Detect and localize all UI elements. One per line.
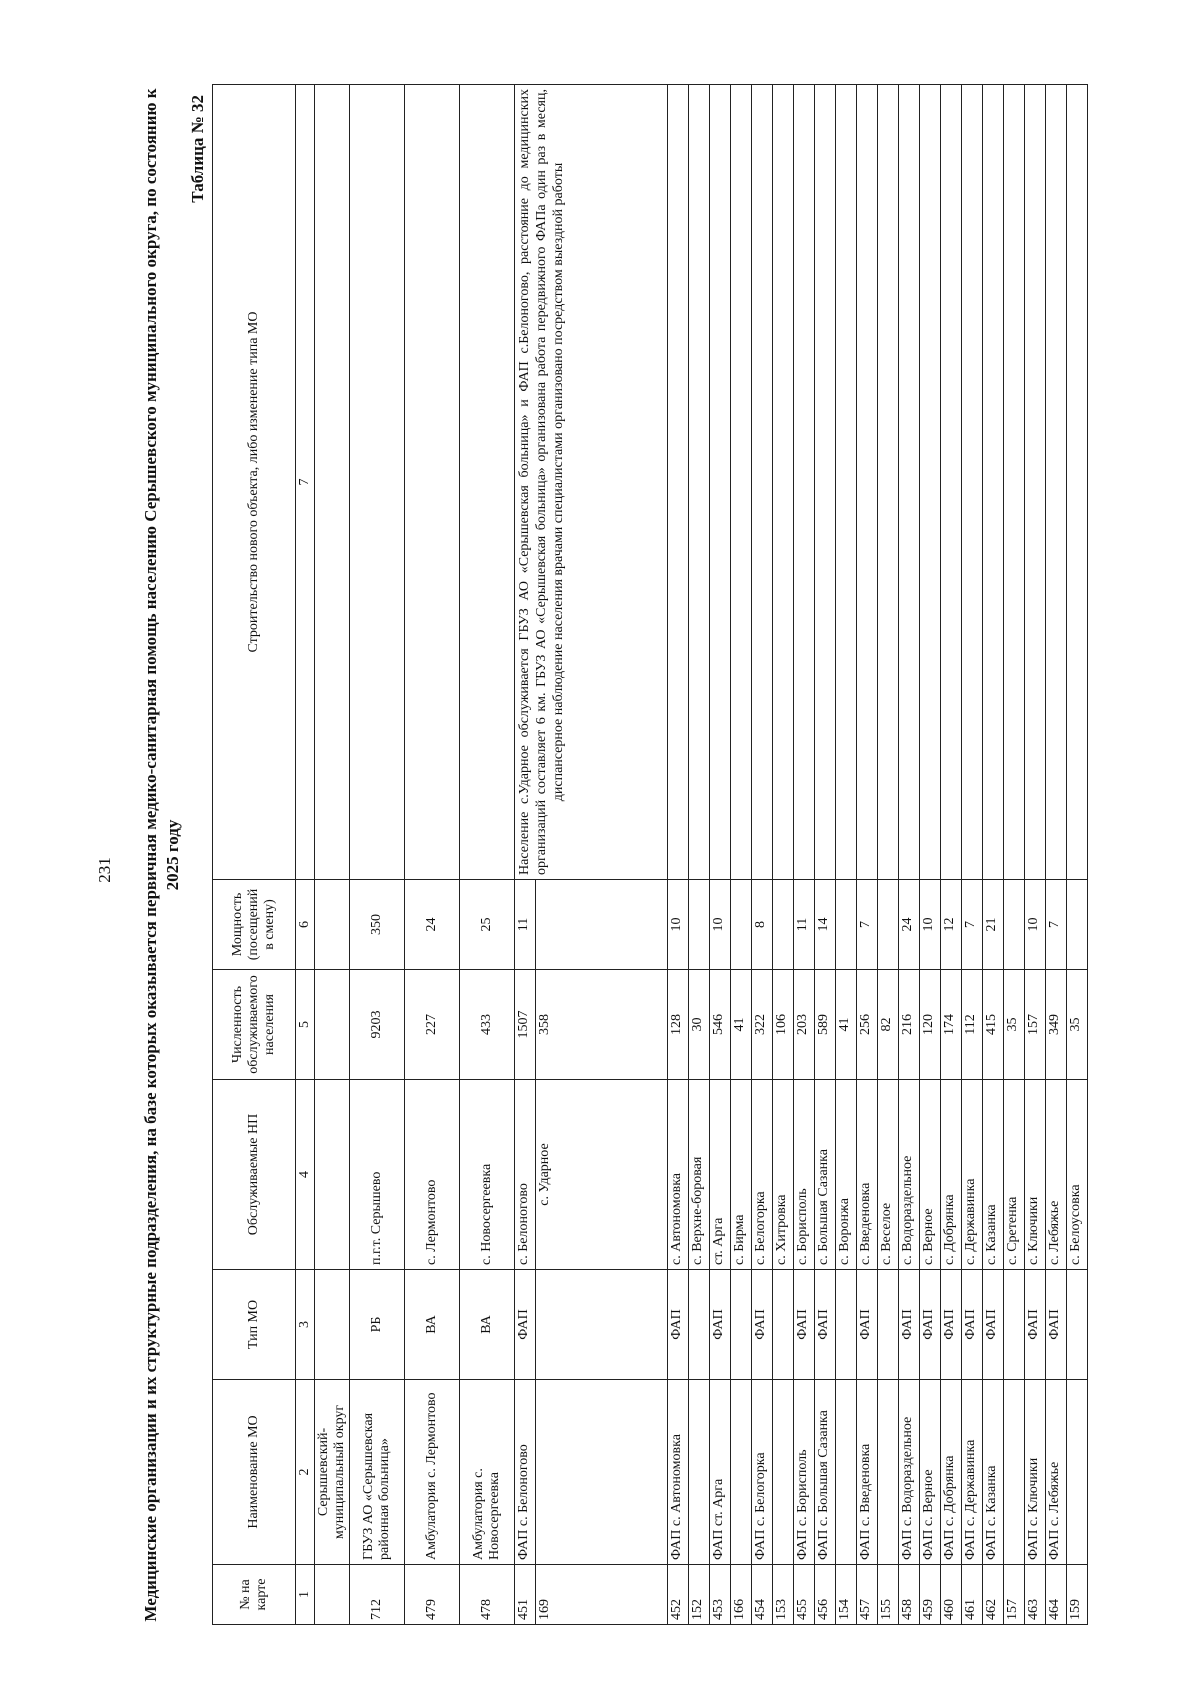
capacity: 10 — [920, 880, 941, 970]
map-number: 478 — [460, 1565, 515, 1625]
map-number: 479 — [405, 1565, 460, 1625]
population: 203 — [794, 970, 815, 1080]
table-row — [710, 85, 731, 1625]
map-number: 454 — [752, 1565, 773, 1625]
mo-type: ФАП — [920, 1270, 941, 1380]
served-settlement: с. Борисполь — [794, 1080, 815, 1270]
table-row — [815, 85, 836, 1625]
column-number: 3 — [296, 1270, 315, 1380]
mo-type: РБ — [350, 1270, 405, 1380]
mo-type: ФАП — [1025, 1270, 1046, 1380]
map-number: 462 — [983, 1565, 1004, 1625]
map-number: 157 — [1004, 1565, 1025, 1625]
served-settlement: с. Добрянка — [941, 1080, 962, 1270]
population: 35 — [1004, 970, 1025, 1080]
served-settlement: с. Хитровка — [773, 1080, 794, 1270]
mo-name: ГБУЗ АО «Серышевская районная больница» — [350, 1380, 405, 1565]
map-number: 459 — [920, 1565, 941, 1625]
mo-type: ФАП — [983, 1270, 1004, 1380]
population: 128 — [668, 970, 689, 1080]
capacity: 14 — [815, 880, 836, 970]
capacity — [1004, 880, 1025, 970]
population: 433 — [460, 970, 515, 1080]
capacity: 7 — [1046, 880, 1067, 970]
column-number: 5 — [296, 970, 315, 1080]
mo-type: ФАП — [1046, 1270, 1067, 1380]
mo-type: ФАП — [857, 1270, 878, 1380]
population: 30 — [689, 970, 710, 1080]
map-number: 452 — [668, 1565, 689, 1625]
population: 112 — [962, 970, 983, 1080]
served-settlement: с. Воронжа — [836, 1080, 857, 1270]
map-number: 155 — [878, 1565, 899, 1625]
capacity — [773, 880, 794, 970]
mo-name: Амбулатория с. Новосергеевка — [460, 1380, 515, 1565]
table-row — [983, 85, 1004, 1625]
table-row — [857, 85, 878, 1625]
capacity: 24 — [899, 880, 920, 970]
map-number: 712 — [350, 1565, 405, 1625]
capacity: 11 — [515, 880, 536, 970]
mo-type: ФАП — [794, 1270, 815, 1380]
capacity: 12 — [941, 880, 962, 970]
served-settlement: с. Казанка — [983, 1080, 1004, 1270]
capacity: 7 — [857, 880, 878, 970]
mo-type — [731, 1270, 752, 1380]
mo-name — [731, 1380, 752, 1565]
mo-name — [878, 1380, 899, 1565]
served-settlement: с. Автономовка — [668, 1080, 689, 1270]
capacity: 11 — [794, 880, 815, 970]
population: 216 — [899, 970, 920, 1080]
note-cell: Население с.Ударное обслуживается ГБУЗ АО «Серышевская больница» и ФАП с.Белоногово, расстояние до медицинских организаций составляет 6 км. ГБУЗ АО «Серышевская больница» организована работа передвижного ФАПа один раз в месяц, диспансерное наблюдение населения врачами специалистами организовано посредством выездной работы — [515, 85, 668, 880]
population: 35 — [1067, 970, 1088, 1080]
mo-type — [1067, 1270, 1088, 1380]
map-number: 458 — [899, 1565, 920, 1625]
map-number: 463 — [1025, 1565, 1046, 1625]
served-settlement: п.г.т. Серышево — [350, 1080, 405, 1270]
mo-name: ФАП с. Державинка — [962, 1380, 983, 1565]
district-name: Серышевский-муниципальный округ — [315, 1380, 350, 1565]
mo-type — [1004, 1270, 1025, 1380]
served-settlement: с. Верное — [920, 1080, 941, 1270]
column-number: 4 — [296, 1080, 315, 1270]
capacity: 350 — [350, 880, 405, 970]
population: 415 — [983, 970, 1004, 1080]
mo-type — [689, 1270, 710, 1380]
mo-type: ВА — [460, 1270, 515, 1380]
page-title: Медицинские организации и их структурные подразделения, на базе которых оказывается первичная медико-санитарная помощь населению Серышевского муниципального округа, по состоянию к 2025 году — [141, 88, 182, 1622]
map-number: 455 — [794, 1565, 815, 1625]
capacity — [1067, 880, 1088, 970]
map-number: 456 — [815, 1565, 836, 1625]
served-settlement: с. Белоногово — [515, 1080, 536, 1270]
table-row — [731, 85, 752, 1625]
population: 227 — [405, 970, 460, 1080]
column-header: Мощность (посещений в смену) — [213, 880, 296, 970]
map-number: 461 — [962, 1565, 983, 1625]
map-number: 169 — [536, 1565, 668, 1625]
column-number: 7 — [296, 85, 315, 880]
column-header: Обслуживаемые НП — [213, 1080, 296, 1270]
served-settlement: с. Сретенка — [1004, 1080, 1025, 1270]
table-row — [773, 85, 794, 1625]
table-row — [1025, 85, 1046, 1625]
mo-type: ФАП — [668, 1270, 689, 1380]
served-settlement: с. Введеновка — [857, 1080, 878, 1270]
table-row — [878, 85, 899, 1625]
table-row — [405, 85, 460, 1625]
map-number: 460 — [941, 1565, 962, 1625]
map-number: 453 — [710, 1565, 731, 1625]
mo-type: ФАП — [941, 1270, 962, 1380]
mo-name: ФАП с. Введеновка — [857, 1380, 878, 1565]
mo-name — [1004, 1380, 1025, 1565]
mo-name: ФАП с. Белогорка — [752, 1380, 773, 1565]
capacity: 10 — [710, 880, 731, 970]
mo-name: ФАП с. Автономовка — [668, 1380, 689, 1565]
map-number: 166 — [731, 1565, 752, 1625]
table-row — [1004, 85, 1025, 1625]
served-settlement: с. Большая Сазанка — [815, 1080, 836, 1270]
population: 120 — [920, 970, 941, 1080]
population: 256 — [857, 970, 878, 1080]
map-number: 457 — [857, 1565, 878, 1625]
map-number: 152 — [689, 1565, 710, 1625]
mo-type — [836, 1270, 857, 1380]
capacity — [689, 880, 710, 970]
column-number: 6 — [296, 880, 315, 970]
mo-type: ВА — [405, 1270, 460, 1380]
mo-type: ФАП — [899, 1270, 920, 1380]
served-settlement: с. Бирма — [731, 1080, 752, 1270]
column-number: 1 — [296, 1565, 315, 1625]
map-number: 153 — [773, 1565, 794, 1625]
capacity: 10 — [1025, 880, 1046, 970]
medical-organizations-table — [212, 84, 1088, 1625]
mo-type: ФАП — [815, 1270, 836, 1380]
district-row — [315, 85, 350, 1625]
header-row — [213, 85, 296, 1625]
map-number: 451 — [515, 1565, 536, 1625]
mo-type — [773, 1270, 794, 1380]
mo-name: ФАП с. Верное — [920, 1380, 941, 1565]
mo-name — [773, 1380, 794, 1565]
mo-type: ФАП — [962, 1270, 983, 1380]
served-settlement: с. Лебяжье — [1046, 1080, 1067, 1270]
table-label: Таблица № 32 — [188, 95, 207, 203]
column-header: Строительство нового объекта, либо изменение типа МО — [213, 85, 296, 880]
mo-name — [836, 1380, 857, 1565]
population: 41 — [731, 970, 752, 1080]
table-row — [836, 85, 857, 1625]
table-row — [350, 85, 405, 1625]
column-header: Численность обслуживаемого населения — [213, 970, 296, 1080]
column-header: Наименование МО — [213, 1380, 296, 1565]
table-row — [962, 85, 983, 1625]
table-row — [899, 85, 920, 1625]
capacity: 10 — [668, 880, 689, 970]
served-settlement: с. Новосергеевка — [460, 1080, 515, 1270]
served-settlement: с. Веселое — [878, 1080, 899, 1270]
mo-name: ФАП ст. Арга — [710, 1380, 731, 1565]
capacity: 7 — [962, 880, 983, 970]
table-row — [794, 85, 815, 1625]
population: 9203 — [350, 970, 405, 1080]
mo-name: ФАП с. Лебяжье — [1046, 1380, 1067, 1565]
table-row — [460, 85, 515, 1625]
table-row — [515, 85, 536, 1625]
mo-name — [1067, 1380, 1088, 1565]
capacity: 8 — [752, 880, 773, 970]
table-row — [668, 85, 689, 1625]
served-settlement: с. Лермонтово — [405, 1080, 460, 1270]
mo-name: ФАП с. Большая Сазанка — [815, 1380, 836, 1565]
map-number: 154 — [836, 1565, 857, 1625]
mo-name: Амбулатория с. Лермонтово — [405, 1380, 460, 1565]
served-settlement: с. Белогорка — [752, 1080, 773, 1270]
column-number: 2 — [296, 1380, 315, 1565]
capacity — [878, 880, 899, 970]
population: 174 — [941, 970, 962, 1080]
served-settlement: с. Верхне-боровая — [689, 1080, 710, 1270]
mo-type: ФАП — [515, 1270, 536, 1380]
population: 322 — [752, 970, 773, 1080]
served-settlement: с. Державинка — [962, 1080, 983, 1270]
mo-name — [689, 1380, 710, 1565]
map-number: 464 — [1046, 1565, 1067, 1625]
population: 1507 — [515, 970, 536, 1080]
page-number: 231 — [95, 857, 114, 883]
population: 349 — [1046, 970, 1067, 1080]
mo-name: ФАП с. Борисполь — [794, 1380, 815, 1565]
table-row — [1046, 85, 1067, 1625]
column-number-row — [296, 85, 315, 1625]
served-settlement: с. Белоусовка — [1067, 1080, 1088, 1270]
mo-name: ФАП с. Казанка — [983, 1380, 1004, 1565]
mo-name: ФАП с. Водораздельное — [899, 1380, 920, 1565]
table-row — [752, 85, 773, 1625]
capacity — [836, 880, 857, 970]
mo-type: ФАП — [752, 1270, 773, 1380]
population: 358 — [536, 970, 668, 1080]
served-settlement: с. Ключики — [1025, 1080, 1046, 1270]
served-settlement: с. Ударное — [536, 1080, 668, 1270]
capacity: 21 — [983, 880, 1004, 970]
rotated-page-content — [140, 85, 1100, 1625]
table-row — [941, 85, 962, 1625]
capacity: 25 — [460, 880, 515, 970]
column-header: Тип МО — [213, 1270, 296, 1380]
population: 589 — [815, 970, 836, 1080]
population: 546 — [710, 970, 731, 1080]
mo-type: ФАП — [710, 1270, 731, 1380]
population: 157 — [1025, 970, 1046, 1080]
table-row — [1067, 85, 1088, 1625]
capacity: 24 — [405, 880, 460, 970]
mo-name: ФАП с. Добрянка — [941, 1380, 962, 1565]
column-header: № на карте — [213, 1565, 296, 1625]
served-settlement: ст. Арга — [710, 1080, 731, 1270]
served-settlement: с. Водораздельное — [899, 1080, 920, 1270]
population: 41 — [836, 970, 857, 1080]
population: 106 — [773, 970, 794, 1080]
capacity — [731, 880, 752, 970]
population: 82 — [878, 970, 899, 1080]
map-number: 159 — [1067, 1565, 1088, 1625]
mo-name: ФАП с. Ключики — [1025, 1380, 1046, 1565]
mo-name: ФАП с. Белоногово — [515, 1380, 536, 1565]
table-row — [920, 85, 941, 1625]
table-row — [689, 85, 710, 1625]
mo-type — [878, 1270, 899, 1380]
